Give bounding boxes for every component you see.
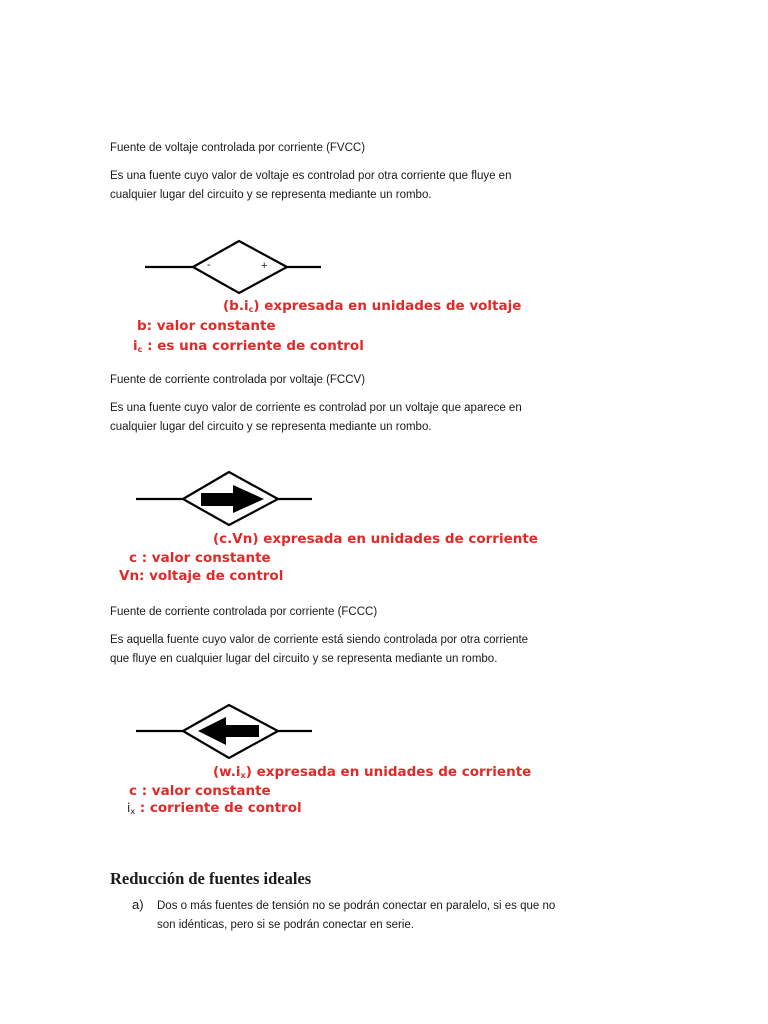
fvcc-annotation: $(b.i_c)$ expresada en unidades de voltaje [223,298,522,314]
section-title-fvcc: Fuente de voltaje controlada por corriente (FVCC) [110,142,366,154]
list-item-line1: Dos o más fuentes de tensión no se podrán conectar en paralelo, si es que no [157,900,556,912]
fccc-var-c: c : valor constante [129,783,271,799]
fccv-var-c: c : valor constante [129,550,271,566]
section-desc-fccv-line1: Es una fuente cuyo valor de corriente es controlad por un voltaje que aparece en [110,402,522,414]
fccc-var-ix: $i_x$ : corriente de control [127,800,302,816]
minus-sign: - [207,259,211,271]
section-desc-fvcc-line2: cualquier lugar del circuito y se representa mediante un rombo. [110,189,432,201]
section-desc-fccc-line2: que fluye en cualquier lugar del circuito y se representa mediante un rombo. [110,653,498,665]
fccv-var-vn: Vn: voltaje de control [119,568,284,584]
section-desc-fvcc-line1: Es una fuente cuyo valor de voltaje es controlad por otra corriente que fluye en [110,170,512,182]
section-title-fccv: Fuente de corriente controlada por voltaje (FCCV) [110,374,366,386]
reduction-heading: Reducción de fuentes ideales [110,869,312,888]
plus-sign: + [261,260,268,272]
list-item-line2: son idénticas, pero si se podrán conectar en serie. [157,919,414,931]
section-desc-fccc-line1: Es aquella fuente cuyo valor de corriente está siendo controlada por otra corriente [110,634,529,646]
section-title-fccc: Fuente de corriente controlada por corriente (FCCC) [110,606,378,618]
section-desc-fccv-line2: cualquier lugar del circuito y se representa mediante un rombo. [110,421,432,433]
fvcc-var-ic: $i_c$ : es una corriente de control [133,338,364,354]
fvcc-var-b: b: valor constante [137,318,276,334]
fccc-annotation: $(w.i_x)$ expresada en unidades de corriente [213,764,532,780]
list-item-marker: a) [132,897,144,912]
left-arrow-icon [198,717,259,745]
fccv-annotation: (c.Vn) expresada en unidades de corriente [213,531,538,547]
